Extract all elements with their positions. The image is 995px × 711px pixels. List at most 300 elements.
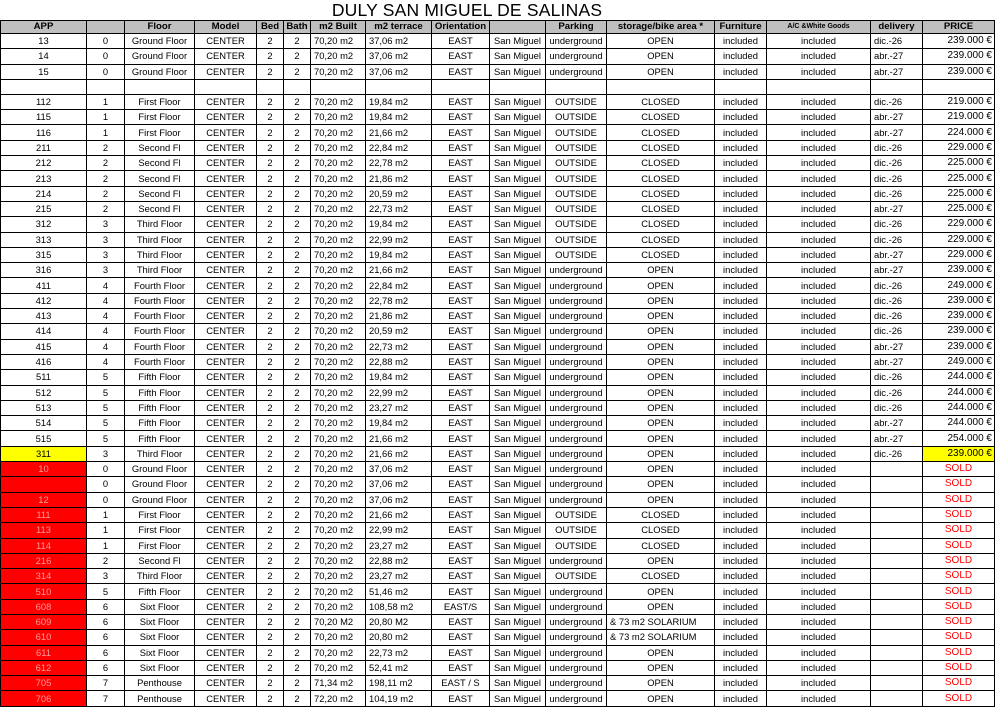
terrace-area-cell: 37,06 m2 bbox=[366, 492, 432, 507]
terrace-area-cell: 22,84 m2 bbox=[366, 278, 432, 293]
built-area-cell: 70,20 m2 bbox=[311, 462, 366, 477]
orientation-cell: EAST bbox=[432, 309, 490, 324]
bed-cell: 2 bbox=[257, 64, 284, 79]
bath-cell: 2 bbox=[284, 630, 311, 645]
orientation-cell: EAST bbox=[432, 94, 490, 109]
app-cell: 12 bbox=[1, 492, 87, 507]
level-cell: 4 bbox=[87, 309, 125, 324]
model-cell: CENTER bbox=[195, 416, 257, 431]
delivery-cell: dic.-26 bbox=[871, 140, 923, 155]
location-cell: San Miguel bbox=[490, 523, 546, 538]
parking-cell: underground bbox=[546, 416, 607, 431]
bed-cell: 2 bbox=[257, 569, 284, 584]
furniture-cell: included bbox=[715, 660, 767, 675]
storage-cell: OPEN bbox=[607, 309, 715, 324]
location-cell: San Miguel bbox=[490, 186, 546, 201]
price-cell: 254.000 € bbox=[923, 431, 995, 446]
delivery-cell bbox=[871, 538, 923, 553]
header-cell: Furniture bbox=[715, 21, 767, 34]
app-cell: 511 bbox=[1, 370, 87, 385]
ac-cell: included bbox=[767, 614, 871, 629]
orientation-cell: EAST bbox=[432, 523, 490, 538]
orientation-cell: EAST bbox=[432, 217, 490, 232]
furniture-cell: included bbox=[715, 446, 767, 461]
terrace-area-cell: 104,19 m2 bbox=[366, 691, 432, 706]
furniture-cell: included bbox=[715, 614, 767, 629]
empty-cell bbox=[432, 79, 490, 94]
orientation-cell: EAST bbox=[432, 553, 490, 568]
furniture-cell: included bbox=[715, 217, 767, 232]
parking-cell: OUTSIDE bbox=[546, 217, 607, 232]
parking-cell: OUTSIDE bbox=[546, 110, 607, 125]
storage-cell: OPEN bbox=[607, 431, 715, 446]
terrace-area-cell: 22,88 m2 bbox=[366, 354, 432, 369]
built-area-cell: 71,34 m2 bbox=[311, 676, 366, 691]
price-cell: 244.000 € bbox=[923, 370, 995, 385]
bed-cell: 2 bbox=[257, 247, 284, 262]
table-row bbox=[1, 309, 995, 324]
built-area-cell: 70,20 m2 bbox=[311, 385, 366, 400]
storage-cell: OPEN bbox=[607, 645, 715, 660]
bath-cell: 2 bbox=[284, 94, 311, 109]
bed-cell: 2 bbox=[257, 507, 284, 522]
storage-cell: CLOSED bbox=[607, 94, 715, 109]
location-cell: San Miguel bbox=[490, 232, 546, 247]
bath-cell: 2 bbox=[284, 523, 311, 538]
floor-cell: Second Fl bbox=[125, 553, 195, 568]
built-area-cell: 70,20 m2 bbox=[311, 645, 366, 660]
orientation-cell: EAST bbox=[432, 201, 490, 216]
bath-cell: 2 bbox=[284, 676, 311, 691]
ac-cell: included bbox=[767, 660, 871, 675]
ac-cell: included bbox=[767, 477, 871, 492]
storage-cell: & 73 m2 SOLARIUM bbox=[607, 614, 715, 629]
location-cell: San Miguel bbox=[490, 34, 546, 49]
delivery-cell bbox=[871, 507, 923, 522]
built-area-cell: 70,20 m2 bbox=[311, 232, 366, 247]
level-cell: 2 bbox=[87, 156, 125, 171]
bath-cell: 2 bbox=[284, 49, 311, 64]
ac-cell: included bbox=[767, 431, 871, 446]
floor-cell: Third Floor bbox=[125, 263, 195, 278]
header-cell: Orientation bbox=[432, 21, 490, 34]
level-cell: 3 bbox=[87, 232, 125, 247]
terrace-area-cell: 19,84 m2 bbox=[366, 110, 432, 125]
level-cell: 0 bbox=[87, 462, 125, 477]
bed-cell: 2 bbox=[257, 140, 284, 155]
model-cell: CENTER bbox=[195, 645, 257, 660]
bed-cell: 2 bbox=[257, 49, 284, 64]
app-cell: 14 bbox=[1, 49, 87, 64]
empty-cell bbox=[366, 79, 432, 94]
app-cell: 111 bbox=[1, 507, 87, 522]
storage-cell: OPEN bbox=[607, 584, 715, 599]
app-cell: 412 bbox=[1, 293, 87, 308]
bed-cell: 2 bbox=[257, 431, 284, 446]
built-area-cell: 70,20 m2 bbox=[311, 339, 366, 354]
location-cell: San Miguel bbox=[490, 462, 546, 477]
header-cell: Parking bbox=[546, 21, 607, 34]
parking-cell: underground bbox=[546, 385, 607, 400]
furniture-cell: included bbox=[715, 553, 767, 568]
table-row bbox=[1, 354, 995, 369]
bath-cell: 2 bbox=[284, 584, 311, 599]
parking-cell: OUTSIDE bbox=[546, 569, 607, 584]
bed-cell: 2 bbox=[257, 156, 284, 171]
bed-cell: 2 bbox=[257, 523, 284, 538]
table-row bbox=[1, 477, 995, 492]
delivery-cell: abr.-27 bbox=[871, 431, 923, 446]
table-row bbox=[1, 110, 995, 125]
built-area-cell: 70,20 m2 bbox=[311, 584, 366, 599]
model-cell: CENTER bbox=[195, 691, 257, 706]
price-cell: 229.000 € bbox=[923, 217, 995, 232]
built-area-cell: 70,20 m2 bbox=[311, 416, 366, 431]
parking-cell: OUTSIDE bbox=[546, 186, 607, 201]
orientation-cell: EAST bbox=[432, 247, 490, 262]
parking-cell: underground bbox=[546, 660, 607, 675]
empty-cell bbox=[125, 79, 195, 94]
location-cell: San Miguel bbox=[490, 385, 546, 400]
location-cell: San Miguel bbox=[490, 354, 546, 369]
bed-cell: 2 bbox=[257, 462, 284, 477]
built-area-cell: 70,20 m2 bbox=[311, 64, 366, 79]
empty-cell bbox=[767, 79, 871, 94]
ac-cell: included bbox=[767, 263, 871, 278]
location-cell: San Miguel bbox=[490, 370, 546, 385]
price-cell: 244.000 € bbox=[923, 385, 995, 400]
orientation-cell: EAST bbox=[432, 538, 490, 553]
app-cell: 116 bbox=[1, 125, 87, 140]
delivery-cell bbox=[871, 569, 923, 584]
level-cell: 4 bbox=[87, 324, 125, 339]
terrace-area-cell: 20,80 M2 bbox=[366, 614, 432, 629]
level-cell: 1 bbox=[87, 110, 125, 125]
built-area-cell: 70,20 m2 bbox=[311, 201, 366, 216]
table-row bbox=[1, 49, 995, 64]
parking-cell: underground bbox=[546, 462, 607, 477]
ac-cell: included bbox=[767, 64, 871, 79]
built-area-cell: 70,20 m2 bbox=[311, 599, 366, 614]
model-cell: CENTER bbox=[195, 599, 257, 614]
terrace-area-cell: 19,84 m2 bbox=[366, 247, 432, 262]
price-cell: SOLD bbox=[923, 492, 995, 507]
app-cell: 312 bbox=[1, 217, 87, 232]
storage-cell: OPEN bbox=[607, 446, 715, 461]
storage-cell: CLOSED bbox=[607, 140, 715, 155]
delivery-cell: abr.-27 bbox=[871, 354, 923, 369]
app-cell: 112 bbox=[1, 94, 87, 109]
built-area-cell: 70,20 m2 bbox=[311, 431, 366, 446]
price-cell: 249.000 € bbox=[923, 278, 995, 293]
delivery-cell bbox=[871, 676, 923, 691]
orientation-cell: EAST bbox=[432, 64, 490, 79]
furniture-cell: included bbox=[715, 232, 767, 247]
price-cell: 239.000 € bbox=[923, 324, 995, 339]
orientation-cell: EAST bbox=[432, 492, 490, 507]
terrace-area-cell: 22,73 m2 bbox=[366, 645, 432, 660]
location-cell: San Miguel bbox=[490, 492, 546, 507]
empty-cell bbox=[284, 79, 311, 94]
price-cell: 225.000 € bbox=[923, 201, 995, 216]
parking-cell: underground bbox=[546, 64, 607, 79]
ac-cell: included bbox=[767, 538, 871, 553]
table-row bbox=[1, 64, 995, 79]
ac-cell: included bbox=[767, 691, 871, 706]
price-cell: SOLD bbox=[923, 553, 995, 568]
bed-cell: 2 bbox=[257, 553, 284, 568]
delivery-cell: abr.-27 bbox=[871, 416, 923, 431]
bed-cell: 2 bbox=[257, 324, 284, 339]
floor-cell: Sixt Floor bbox=[125, 599, 195, 614]
orientation-cell: EAST bbox=[432, 140, 490, 155]
price-cell: 239.000 € bbox=[923, 49, 995, 64]
ac-cell: included bbox=[767, 49, 871, 64]
delivery-cell bbox=[871, 599, 923, 614]
location-cell: San Miguel bbox=[490, 293, 546, 308]
level-cell: 3 bbox=[87, 247, 125, 262]
parking-cell: underground bbox=[546, 400, 607, 415]
furniture-cell: included bbox=[715, 339, 767, 354]
bed-cell: 2 bbox=[257, 660, 284, 675]
model-cell: CENTER bbox=[195, 431, 257, 446]
model-cell: CENTER bbox=[195, 110, 257, 125]
model-cell: CENTER bbox=[195, 293, 257, 308]
app-cell: 513 bbox=[1, 400, 87, 415]
model-cell: CENTER bbox=[195, 400, 257, 415]
table-row bbox=[1, 339, 995, 354]
furniture-cell: included bbox=[715, 507, 767, 522]
bath-cell: 2 bbox=[284, 309, 311, 324]
storage-cell: CLOSED bbox=[607, 171, 715, 186]
app-cell: 609 bbox=[1, 614, 87, 629]
header-cell: delivery bbox=[871, 21, 923, 34]
price-cell: 229.000 € bbox=[923, 232, 995, 247]
model-cell: CENTER bbox=[195, 676, 257, 691]
table-row bbox=[1, 446, 995, 461]
floor-cell: Sixt Floor bbox=[125, 645, 195, 660]
model-cell: CENTER bbox=[195, 64, 257, 79]
furniture-cell: included bbox=[715, 171, 767, 186]
bed-cell: 2 bbox=[257, 171, 284, 186]
storage-cell: OPEN bbox=[607, 49, 715, 64]
floor-cell: Third Floor bbox=[125, 217, 195, 232]
level-cell: 3 bbox=[87, 263, 125, 278]
floor-cell: Third Floor bbox=[125, 446, 195, 461]
built-area-cell: 70,20 M2 bbox=[311, 614, 366, 629]
bath-cell: 2 bbox=[284, 125, 311, 140]
location-cell: San Miguel bbox=[490, 553, 546, 568]
price-cell: SOLD bbox=[923, 462, 995, 477]
bath-cell: 2 bbox=[284, 614, 311, 629]
orientation-cell: EAST bbox=[432, 49, 490, 64]
orientation-cell: EAST bbox=[432, 416, 490, 431]
orientation-cell: EAST bbox=[432, 293, 490, 308]
price-cell: 239.000 € bbox=[923, 34, 995, 49]
bath-cell: 2 bbox=[284, 569, 311, 584]
built-area-cell: 70,20 m2 bbox=[311, 247, 366, 262]
model-cell: CENTER bbox=[195, 278, 257, 293]
level-cell: 2 bbox=[87, 140, 125, 155]
bath-cell: 2 bbox=[284, 354, 311, 369]
model-cell: CENTER bbox=[195, 385, 257, 400]
furniture-cell: included bbox=[715, 676, 767, 691]
storage-cell: OPEN bbox=[607, 477, 715, 492]
header-cell: Model bbox=[195, 21, 257, 34]
orientation-cell: EAST bbox=[432, 400, 490, 415]
level-cell: 2 bbox=[87, 201, 125, 216]
app-cell: 313 bbox=[1, 232, 87, 247]
storage-cell: CLOSED bbox=[607, 538, 715, 553]
terrace-area-cell: 20,80 m2 bbox=[366, 630, 432, 645]
location-cell: San Miguel bbox=[490, 676, 546, 691]
app-cell: 514 bbox=[1, 416, 87, 431]
ac-cell: included bbox=[767, 416, 871, 431]
bed-cell: 2 bbox=[257, 293, 284, 308]
furniture-cell: included bbox=[715, 49, 767, 64]
table-row bbox=[1, 569, 995, 584]
ac-cell: included bbox=[767, 462, 871, 477]
parking-cell: underground bbox=[546, 614, 607, 629]
terrace-area-cell: 21,86 m2 bbox=[366, 171, 432, 186]
level-cell: 2 bbox=[87, 186, 125, 201]
bath-cell: 2 bbox=[284, 370, 311, 385]
location-cell: San Miguel bbox=[490, 660, 546, 675]
price-cell: SOLD bbox=[923, 676, 995, 691]
bath-cell: 2 bbox=[284, 156, 311, 171]
storage-cell: CLOSED bbox=[607, 232, 715, 247]
location-cell: San Miguel bbox=[490, 339, 546, 354]
empty-cell bbox=[490, 79, 546, 94]
model-cell: CENTER bbox=[195, 339, 257, 354]
terrace-area-cell: 37,06 m2 bbox=[366, 64, 432, 79]
storage-cell: OPEN bbox=[607, 416, 715, 431]
table-row bbox=[1, 400, 995, 415]
app-cell: 416 bbox=[1, 354, 87, 369]
delivery-cell: dic.-26 bbox=[871, 400, 923, 415]
furniture-cell: included bbox=[715, 416, 767, 431]
furniture-cell: included bbox=[715, 263, 767, 278]
floor-cell: First Floor bbox=[125, 125, 195, 140]
bed-cell: 2 bbox=[257, 492, 284, 507]
delivery-cell: abr.-27 bbox=[871, 201, 923, 216]
table-row bbox=[1, 125, 995, 140]
delivery-cell: abr.-27 bbox=[871, 64, 923, 79]
level-cell: 1 bbox=[87, 125, 125, 140]
furniture-cell: included bbox=[715, 523, 767, 538]
furniture-cell: included bbox=[715, 691, 767, 706]
location-cell: San Miguel bbox=[490, 614, 546, 629]
delivery-cell bbox=[871, 660, 923, 675]
furniture-cell: included bbox=[715, 492, 767, 507]
table-row bbox=[1, 186, 995, 201]
location-cell: San Miguel bbox=[490, 140, 546, 155]
app-cell: 114 bbox=[1, 538, 87, 553]
empty-cell bbox=[195, 79, 257, 94]
location-cell: San Miguel bbox=[490, 125, 546, 140]
ac-cell: included bbox=[767, 125, 871, 140]
location-cell: San Miguel bbox=[490, 49, 546, 64]
table-row bbox=[1, 247, 995, 262]
bed-cell: 2 bbox=[257, 309, 284, 324]
model-cell: CENTER bbox=[195, 492, 257, 507]
terrace-area-cell: 21,66 m2 bbox=[366, 446, 432, 461]
ac-cell: included bbox=[767, 339, 871, 354]
built-area-cell: 70,20 m2 bbox=[311, 278, 366, 293]
parking-cell: OUTSIDE bbox=[546, 232, 607, 247]
built-area-cell: 70,20 m2 bbox=[311, 263, 366, 278]
ac-cell: included bbox=[767, 232, 871, 247]
storage-cell: OPEN bbox=[607, 339, 715, 354]
ac-cell: included bbox=[767, 599, 871, 614]
price-table bbox=[0, 20, 995, 707]
delivery-cell: dic.-26 bbox=[871, 186, 923, 201]
storage-cell: OPEN bbox=[607, 676, 715, 691]
floor-cell: Second Fl bbox=[125, 140, 195, 155]
floor-cell: Fifth Floor bbox=[125, 416, 195, 431]
app-cell: 610 bbox=[1, 630, 87, 645]
model-cell: CENTER bbox=[195, 247, 257, 262]
floor-cell: Fourth Floor bbox=[125, 324, 195, 339]
terrace-area-cell: 23,27 m2 bbox=[366, 569, 432, 584]
terrace-area-cell: 52,41 m2 bbox=[366, 660, 432, 675]
table-row bbox=[1, 217, 995, 232]
bed-cell: 2 bbox=[257, 477, 284, 492]
delivery-cell: dic.-26 bbox=[871, 385, 923, 400]
delivery-cell: abr.-27 bbox=[871, 247, 923, 262]
terrace-area-cell: 22,88 m2 bbox=[366, 553, 432, 568]
storage-cell: OPEN bbox=[607, 492, 715, 507]
furniture-cell: included bbox=[715, 125, 767, 140]
bath-cell: 2 bbox=[284, 293, 311, 308]
delivery-cell: abr.-27 bbox=[871, 263, 923, 278]
bed-cell: 2 bbox=[257, 599, 284, 614]
ac-cell: included bbox=[767, 186, 871, 201]
price-cell: 224.000 € bbox=[923, 125, 995, 140]
orientation-cell: EAST bbox=[432, 507, 490, 522]
bath-cell: 2 bbox=[284, 64, 311, 79]
table-row bbox=[1, 278, 995, 293]
orientation-cell: EAST bbox=[432, 339, 490, 354]
built-area-cell: 70,20 m2 bbox=[311, 94, 366, 109]
terrace-area-cell: 23,27 m2 bbox=[366, 400, 432, 415]
ac-cell: included bbox=[767, 247, 871, 262]
price-cell: 225.000 € bbox=[923, 156, 995, 171]
terrace-area-cell: 20,59 m2 bbox=[366, 324, 432, 339]
bath-cell: 2 bbox=[284, 492, 311, 507]
bath-cell: 2 bbox=[284, 691, 311, 706]
built-area-cell: 70,20 m2 bbox=[311, 309, 366, 324]
app-cell: 13 bbox=[1, 34, 87, 49]
parking-cell: underground bbox=[546, 645, 607, 660]
header-cell: PRICE bbox=[923, 21, 995, 34]
built-area-cell: 70,20 m2 bbox=[311, 110, 366, 125]
storage-cell: CLOSED bbox=[607, 247, 715, 262]
app-cell: 214 bbox=[1, 186, 87, 201]
ac-cell: included bbox=[767, 645, 871, 660]
app-cell: 211 bbox=[1, 140, 87, 155]
floor-cell: Third Floor bbox=[125, 232, 195, 247]
parking-cell: underground bbox=[546, 370, 607, 385]
price-cell: 239.000 € bbox=[923, 339, 995, 354]
furniture-cell: included bbox=[715, 400, 767, 415]
parking-cell: underground bbox=[546, 584, 607, 599]
price-cell: SOLD bbox=[923, 599, 995, 614]
app-cell: 411 bbox=[1, 278, 87, 293]
table-row bbox=[1, 293, 995, 308]
app-cell: 212 bbox=[1, 156, 87, 171]
price-cell: 249.000 € bbox=[923, 354, 995, 369]
